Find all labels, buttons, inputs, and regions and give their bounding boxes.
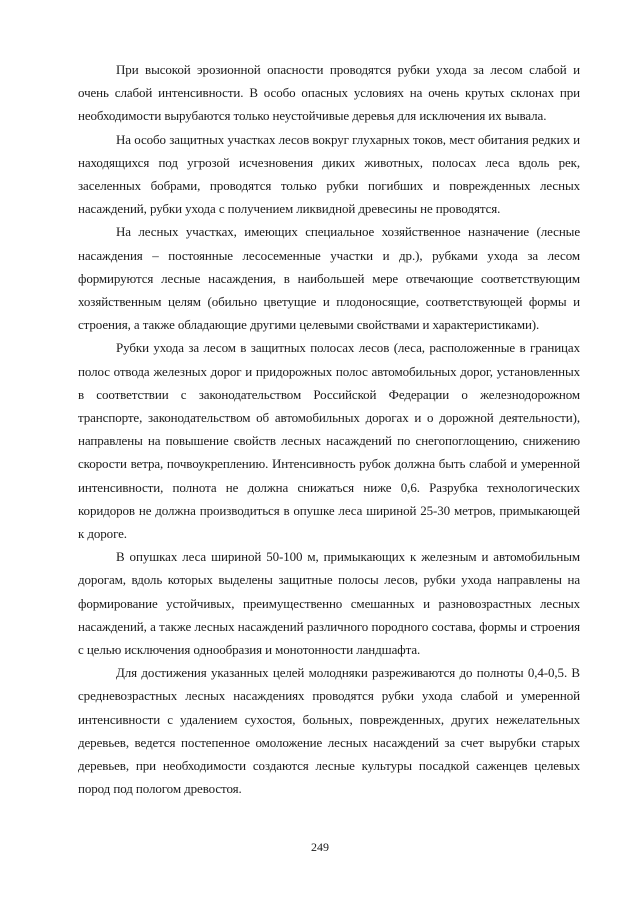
- paragraph-forest-edges: В опушках леса шириной 50-100 м, примыкающих к железным и автомобильным дорогам, вдоль которых выделены защитные полосы лесов, рубки ухода направлены на формирование устойчивых, преимущественно смешанных и разновозрастных лесных насаждений, а также лесных насаждений различного породного состава, формы и строения с целью исключения однообразия и монотонности ландшафта.: [78, 549, 580, 658]
- page-number: 249: [311, 840, 329, 854]
- paragraph-special-purpose: На лесных участках, имеющих специальное хозяйственное назначение (лесные насаждения – постоянные лесосеменные участки и др.), рубками ухода за лесом формируются лесные насаждения, в наибольшей мере отвечающие соответствующим хозяйственным целям (обильно цветущие и плодоносящие, соответствующей формы и строения, а также обладающие другими целевыми свойствами и характеристиками).: [78, 224, 580, 333]
- paragraph-thinning-goals: Для достижения указанных целей молодняки разреживаются до полноты 0,4-0,5. В средневозрастных лесных насаждениях проводятся рубки ухода слабой и умеренной интенсивности с удалением сухостоя, больных, поврежденных, других нежелательных деревьев, ведется постепенное омоложение лесных насаждений за счет вырубки старых деревьев, при необходимости создаются лесные культуры посадкой саженцев целевых пород под пологом древостоя.: [78, 665, 580, 797]
- paragraph-erosion: При высокой эрозионной опасности проводятся рубки ухода за лесом слабой и очень слабой интенсивности. В особо опасных условиях на очень крутых склонах при необходимости вырубаются только неустойчивые деревья для исключения их вывала.: [78, 62, 580, 124]
- paragraph-protective-strips: Рубки ухода за лесом в защитных полосах лесов (леса, расположенные в границах полос отвода железных дорог и придорожных полос автомобильных дорог, установленных в соответствии с законодательством Российской Федерации о железнодорожном транспорте, законодательством об автомобильных дорогах и о дорожной деятельности), направлены на повышение свойств лесных насаждений по снегопоглощению, снижению скорости ветра, почвоукреплению. Интенсивность рубок должна быть слабой и умеренной интенсивности, полнота не должна снижаться ниже 0,6. Разрубка технологических коридоров не должна производиться в опушке леса шириной 25-30 метров, примыкающей к дороге.: [78, 340, 580, 542]
- paragraph-protected-areas: На особо защитных участках лесов вокруг глухарных токов, мест обитания редких и находящихся под угрозой исчезновения диких животных, полосах леса вдоль рек, заселенных бобрами, проводятся только рубки погибших и поврежденных лесных насаждений, рубки ухода с получением ликвидной древесины не проводятся.: [78, 131, 580, 217]
- page-body: [78, 58, 580, 801]
